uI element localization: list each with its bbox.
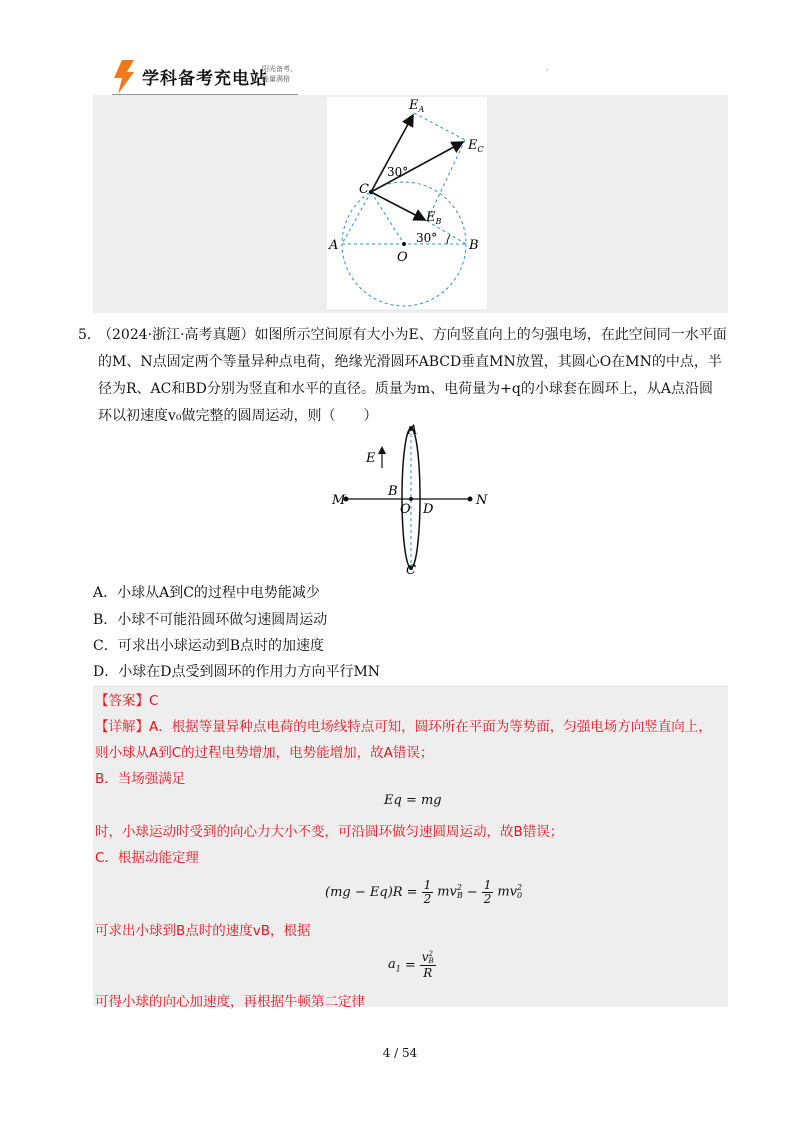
svg-text:EB: $E_B$	[426, 210, 442, 226]
svg-text:C: C	[359, 182, 369, 197]
svg-text:B: B	[388, 484, 398, 499]
equation-acceleration: $a_1$ = v 2 B R	[388, 949, 434, 980]
svg-text:A: A	[408, 423, 418, 438]
page-number: 4 / 54	[382, 1046, 418, 1060]
svg-text:O: O	[397, 250, 408, 265]
svg-text:30°: 30°	[387, 165, 409, 179]
detail-b: B．当场强满足	[95, 771, 186, 787]
option-d: D．小球在D点受到圆环的作用力方向平行MN	[93, 664, 381, 680]
detail-a-line1: 【详解】A．根据等量异种点电荷的电场线特点可知，圆环所在平面为等势面，匀强电场方向竖直向上，	[95, 719, 712, 735]
ring-charges-figure	[330, 418, 500, 578]
svg-text:M: M	[332, 493, 346, 508]
detail-b-cont: 时，小球运动时受到的向心力大小不变，可沿圆环做匀速圆周运动，故B错误；	[95, 824, 564, 840]
detail-c-velocity: 可求出小球到B点时的速度vB，根据	[95, 923, 311, 939]
option-b: B．小球不可能沿圆环做匀速圆周运动	[93, 612, 328, 628]
answer-label: 【答案】C	[95, 693, 159, 709]
question-5: 5．（2024·浙江·高考真题）如图所示空间原有大小为E、方向竖直向上的匀强电场，在此空间同一水平面 的M、N点固定两个等量异种点电荷，绝缘光滑圆环ABCD垂直MN放置，其圆心O在MN的中点，半 径为R、AC和BD分别为竖直和水平的直径。质量为m、电荷量为+q的小球套在圆环上，从A点沿圆 环以初速度v₀做完整的圆周运动，则（ ）	[78, 327, 727, 424]
brand-name: 学科备考充电站	[142, 69, 268, 89]
equation-eq-mg: Eq = mg	[384, 793, 442, 808]
svg-text:C: C	[406, 563, 416, 578]
svg-text:A: A	[329, 238, 339, 253]
header-dot: ·	[546, 66, 549, 75]
svg-text:EC: $E_C$	[468, 138, 484, 154]
svg-text:D: D	[423, 502, 434, 517]
vector-circle-figure	[327, 97, 487, 309]
detail-a-line2: 则小球从A到C的过程电势增加，电势能增加，故A错误；	[95, 745, 434, 761]
detail-c: C．根据动能定理	[95, 850, 199, 866]
detail-c-newton: 可得小球的向心加速度，再根据牛顿第二定律	[95, 994, 365, 1010]
option-c: C．可求出小球运动到B点时的加速度	[93, 638, 324, 654]
option-a: A．小球从A到C的过程中电势能减少	[93, 585, 320, 601]
svg-text:E: E	[366, 451, 376, 466]
lightning-logo-icon	[112, 60, 136, 94]
svg-text:N: N	[476, 493, 488, 508]
svg-text:O: O	[400, 502, 411, 517]
brand-slogan: 阳光备考， 能量满格	[262, 65, 297, 83]
svg-text:B: B	[469, 238, 479, 253]
svg-text:30°: 30°	[416, 231, 438, 245]
equation-kinetic-energy: (mg − Eq)R = $\frac{1}{2}$ mv 2 B − $\frac{1}{2}$ mv 2 0	[325, 877, 523, 906]
svg-text:EA: $E_A$	[409, 98, 425, 114]
